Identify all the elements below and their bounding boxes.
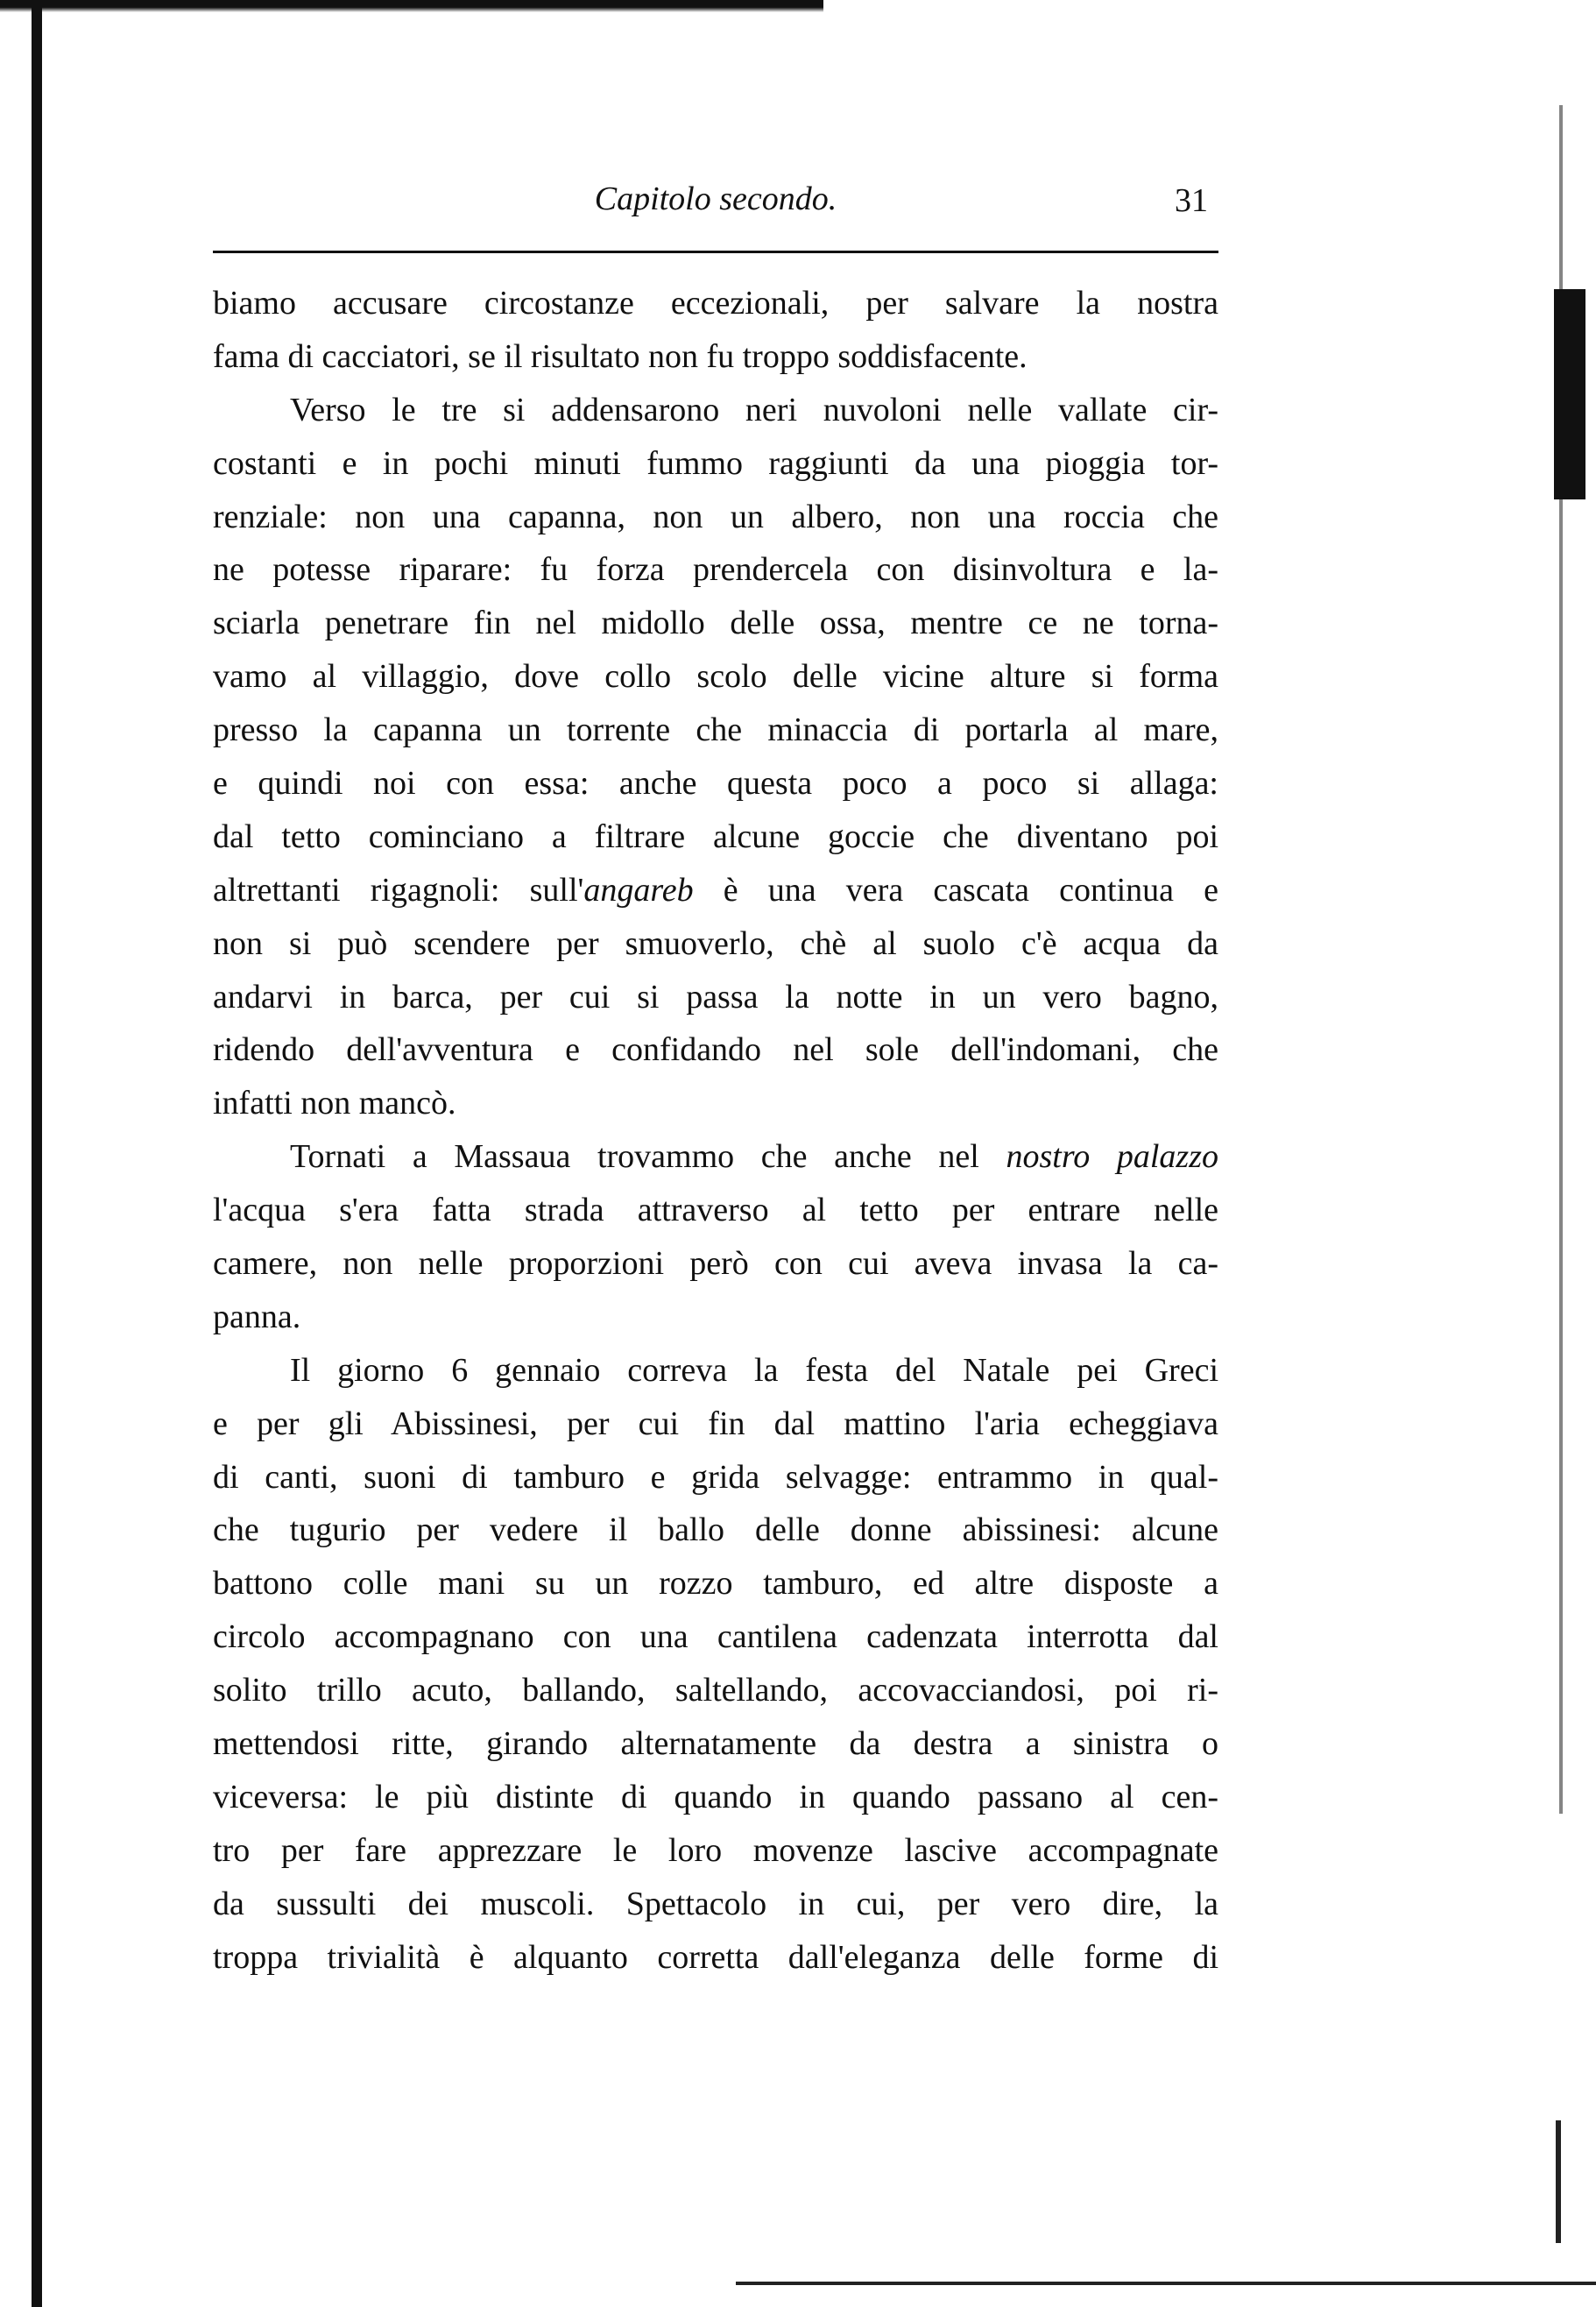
text-run: e quindi noi con essa: anche questa poco a poco si allaga:	[213, 765, 1218, 803]
text-run: mettendosi ritte, girando alternatamente da destra a sinistra o	[213, 1725, 1218, 1763]
text-line	[213, 330, 1218, 384]
text-line	[213, 543, 1218, 597]
text-line	[213, 1130, 1218, 1184]
text-line	[213, 597, 1218, 650]
text-line	[213, 384, 1218, 437]
text-run: camere, non nelle proporzioni però con cui aveva invasa la ca-	[213, 1245, 1218, 1283]
header-rule	[213, 251, 1218, 253]
running-head	[213, 180, 1218, 232]
text-run: viceversa: le più distinte di quando in quando passano al cen-	[213, 1778, 1218, 1815]
scan-right-mark	[1554, 289, 1585, 499]
text-line	[213, 437, 1218, 491]
text-line	[213, 1451, 1218, 1504]
text-line	[213, 1824, 1218, 1878]
text-line	[213, 1023, 1218, 1077]
text-run: vamo al villaggio, dove collo scolo delle vicine alture si forma	[213, 658, 1218, 696]
text-run: non si può scendere per smuoverlo, chè al suolo c'è acqua da	[213, 924, 1218, 962]
text-run: andarvi in barca, per cui si passa la notte in un vero bagno,	[213, 978, 1218, 1016]
text-run: di canti, suoni di tamburo e grida selvagge: entrammo in qual-	[213, 1458, 1218, 1496]
text-run: tro per fare apprezzare le loro movenze lascive accompagnate	[213, 1831, 1218, 1869]
text-run: ne potesse riparare: fu forza prendercela con disinvoltura e la-	[213, 551, 1218, 589]
text-run: costanti e in pochi minuti fummo raggiunti da una pioggia tor-	[213, 444, 1218, 482]
text-line	[213, 650, 1218, 704]
scan-binding-edge	[32, 0, 42, 2307]
text-line	[213, 1717, 1218, 1771]
text-run: l'acqua s'era fatta strada attraverso al tetto per entrare nelle	[213, 1192, 1218, 1229]
scan-right-mark-lower	[1556, 2120, 1561, 2243]
text-run: presso la capanna un torrente che minaccia di portarla al mare,	[213, 711, 1218, 749]
text-run: sciarla penetrare fin nel midollo delle ossa, mentre ce ne torna-	[213, 605, 1218, 642]
text-line	[213, 1664, 1218, 1717]
text-line	[213, 704, 1218, 757]
text-line	[213, 864, 1218, 917]
text-line	[213, 1398, 1218, 1451]
text-run: è una vera cascata continua e	[693, 871, 1218, 909]
text-line	[213, 1504, 1218, 1557]
text-line	[213, 917, 1218, 971]
text-run: infatti non mancò.	[213, 1085, 456, 1122]
text-line	[213, 1610, 1218, 1664]
text-run: troppa trivialità è alquanto corretta dall'eleganza delle forme di	[213, 1938, 1218, 1976]
page-number: 31	[1175, 182, 1208, 219]
text-run: Tornati a Massaua trovammo che anche nel	[290, 1138, 1006, 1176]
text-line	[213, 1344, 1218, 1398]
text-run: solito trillo acuto, ballando, saltellando, accovacciandosi, poi ri-	[213, 1672, 1218, 1709]
text-line	[213, 971, 1218, 1024]
text-line	[213, 1878, 1218, 1931]
text-line	[213, 1237, 1218, 1291]
text-line	[213, 491, 1218, 544]
text-run: ridendo dell'avventura e confidando nel sole dell'indomani, che	[213, 1031, 1218, 1069]
text-line	[213, 1077, 1218, 1130]
text-run: e per gli Abissinesi, per cui fin dal mattino l'aria echeggiava	[213, 1405, 1218, 1442]
body-text	[213, 277, 1218, 1985]
text-run: biamo accusare circostanze eccezionali, per salvare la nostra	[213, 285, 1218, 322]
text-line	[213, 1771, 1218, 1824]
text-line	[213, 1931, 1218, 1985]
text-line	[213, 1184, 1218, 1237]
text-run: circolo accompagnano con una cantilena cadenzata interrotta dal	[213, 1618, 1218, 1656]
text-run: renziale: non una capanna, non un albero, non una roccia che	[213, 498, 1218, 535]
scan-bottom-edge	[736, 2282, 1596, 2285]
text-run: panna.	[213, 1298, 301, 1335]
text-line	[213, 277, 1218, 330]
text-line	[213, 1291, 1218, 1344]
text-run: che tugurio per vedere il ballo delle donne abissinesi: alcune	[213, 1511, 1218, 1549]
text-run: dal tetto cominciano a filtrare alcune goccie che diventano poi	[213, 817, 1218, 855]
text-run: Verso le tre si addensarono neri nuvoloni nelle vallate cir-	[290, 391, 1218, 428]
chapter-title: Capitolo secondo.	[594, 180, 837, 217]
scan-top-edge	[0, 0, 823, 12]
text-line	[213, 810, 1218, 864]
italic-run: nostro palazzo	[1006, 1138, 1218, 1176]
text-run: Il giorno 6 gennaio correva la festa del Natale pei Greci	[290, 1351, 1218, 1389]
text-line	[213, 757, 1218, 810]
text-run: battono colle mani su un rozzo tamburo, ed altre disposte a	[213, 1565, 1218, 1603]
text-line	[213, 1557, 1218, 1610]
text-run: fama di cacciatori, se il risultato non fu troppo soddisfacente.	[213, 337, 1028, 375]
text-run: altrettanti rigagnoli: sull'	[213, 871, 584, 909]
italic-run: angareb	[583, 871, 694, 909]
text-run: da sussulti dei muscoli. Spettacolo in cui, per vero dire, la	[213, 1885, 1218, 1922]
